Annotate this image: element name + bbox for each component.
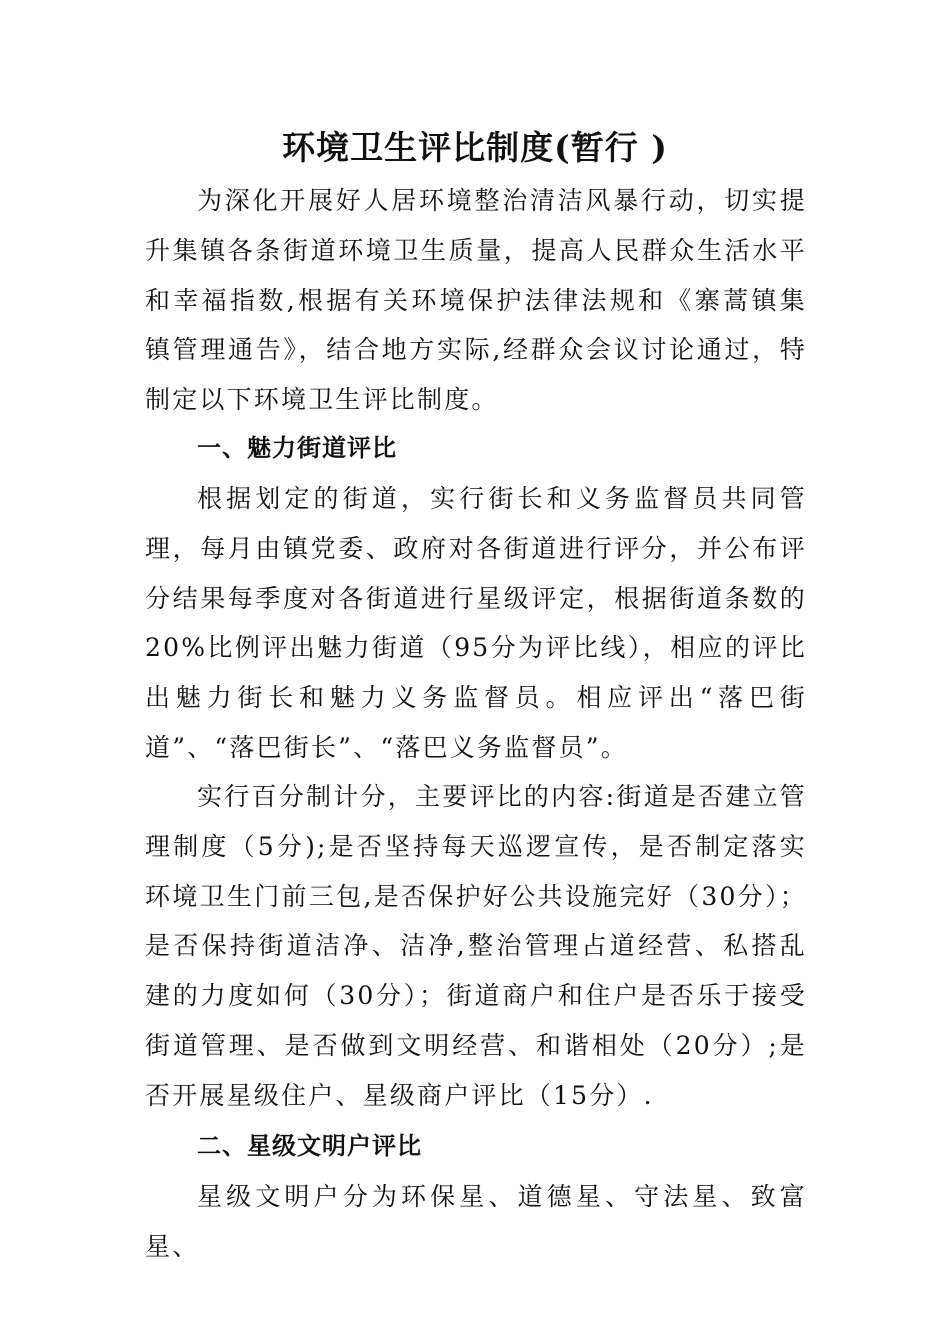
star-household-paragraph: 星级文明户分为环保星、道德星、守法星、致富星、 (145, 1182, 807, 1261)
document-title: 环境卫生评比制度(暂行 ) (282, 128, 668, 167)
section-heading-charm-street: 一、魅力街道评比 (197, 434, 397, 462)
charm-street-paragraph: 根据划定的街道，实行街长和义务监督员共同管理，每月由镇党委、政府对各街道进行评分，并公布评分结果每季度对各街道进行星级评定，根据街道条数的 20%比例评出魅力街道（95分为评比线），相应的评比出魅力街长和魅力义务监督员。相应评出“落巴街道”、“落巴街长”、“落巴义务监督员”。 (145, 484, 807, 762)
intro-paragraph: 为深化开展好人居环境整治清洁风暴行动，切实提升集镇各条街道环境卫生质量，提高人民群众生活水平和幸福指数,根据有关环境保护法律法规和《寨蒿镇集镇管理通告》，结合地方实际,经群众会议讨论通过，特制定以下环境卫生评比制度。 (145, 186, 807, 415)
section-heading-star-household: 二、星级文明户评比 (197, 1132, 422, 1160)
scoring-paragraph: 实行百分制计分，主要评比的内容:街道是否建立管理制度（5分);是否坚持每天巡逻宣传，是否制定落实环境卫生门前三包,是否保护好公共设施完好（30分）；是否保持街道洁净、洁净,整治管理占道经营、私搭乱建的力度如何（30分）；街道商户和住户是否乐于接受街道管理、是否做到文明经营、和谐相处（20分）;是否开展星级住户、星级商户评比（15分）. (145, 782, 807, 1110)
